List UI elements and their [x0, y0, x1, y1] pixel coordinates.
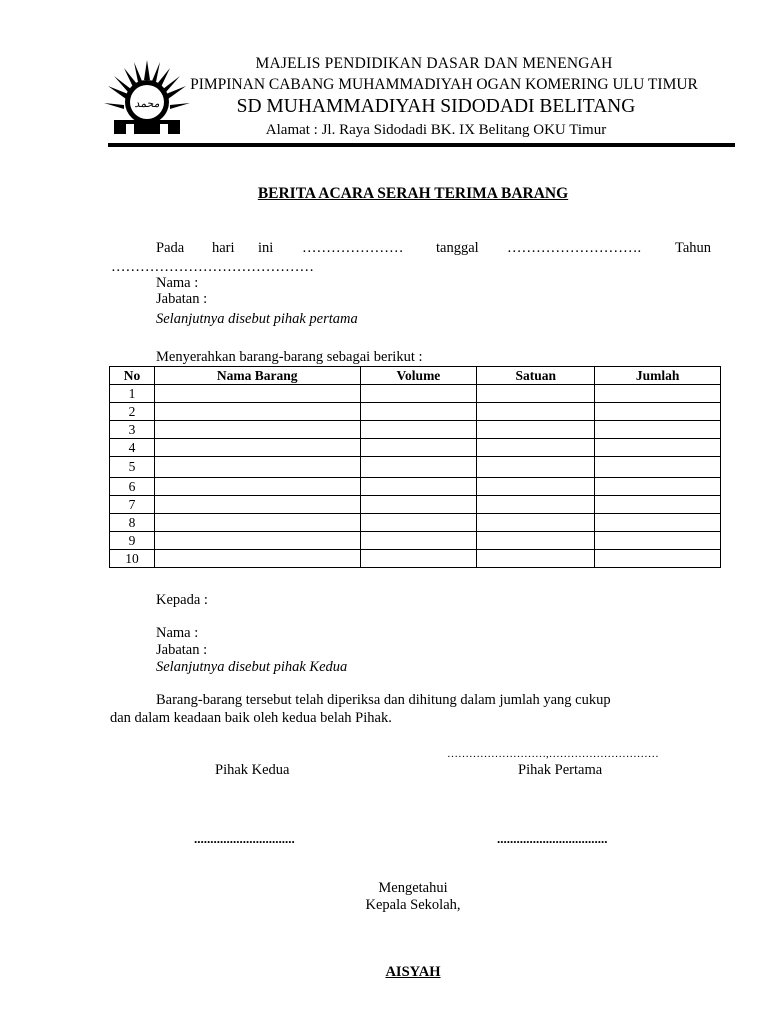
pihak-kedua-note: Selanjutnya disebut pihak Kedua: [156, 659, 348, 675]
intro-tahun: Tahun: [675, 240, 712, 256]
col-header-no: No: [110, 367, 155, 385]
intro-pada: Pada: [156, 240, 185, 256]
table-row: [110, 457, 721, 478]
kepala-sekolah-label: Kepala Sekolah,: [365, 897, 461, 913]
cell-volume[interactable]: [360, 439, 477, 457]
cell-jumlah[interactable]: [595, 532, 721, 550]
cell-jumlah[interactable]: [595, 550, 721, 568]
cell-nama-barang[interactable]: [154, 478, 360, 496]
cell-nama-barang[interactable]: [154, 439, 360, 457]
cell-nama-barang[interactable]: [154, 550, 360, 568]
cell-satuan[interactable]: [477, 385, 595, 403]
cell-nama-barang[interactable]: [154, 421, 360, 439]
menyerahkan-text: Menyerahkan barang-barang sebagai berikut :: [156, 349, 423, 365]
col-header-nama-barang: Nama Barang: [154, 367, 360, 385]
cell-jumlah[interactable]: [595, 514, 721, 532]
cell-jumlah[interactable]: [595, 403, 721, 421]
row-number: 6: [110, 478, 155, 496]
closing-line-2: dan dalam keadaan baik oleh kedua belah Pihak.: [110, 710, 392, 726]
cell-nama-barang[interactable]: [154, 457, 360, 478]
cell-volume[interactable]: [360, 514, 477, 532]
cell-satuan[interactable]: [477, 478, 595, 496]
table-row: [110, 478, 721, 496]
kepada-label: Kepada :: [156, 592, 208, 608]
row-number: 9: [110, 532, 155, 550]
kepala-sekolah-name: AISYAH: [385, 964, 441, 980]
table-row: [110, 550, 721, 568]
table-row: [110, 514, 721, 532]
table-header-row: [110, 367, 721, 385]
svg-text:محمد: محمد: [134, 97, 160, 110]
pihak-kedua-signature-line: ...............................: [194, 831, 295, 846]
cell-volume[interactable]: [360, 532, 477, 550]
cell-nama-barang[interactable]: [154, 514, 360, 532]
row-number: 3: [110, 421, 155, 439]
intro-ini: ini: [258, 240, 274, 256]
closing-line-1: Barang-barang tersebut telah diperiksa dan dihitung dalam jumlah yang cukup: [156, 692, 611, 708]
table-row: [110, 403, 721, 421]
row-number: 7: [110, 496, 155, 514]
row-number: 10: [110, 550, 155, 568]
table-row: [110, 532, 721, 550]
cell-jumlah[interactable]: [595, 496, 721, 514]
table-row: [110, 385, 721, 403]
items-table: [109, 366, 721, 568]
table-row: [110, 496, 721, 514]
header-divider: [108, 143, 735, 147]
pihak-kedua-jabatan-label: Jabatan :: [156, 642, 208, 658]
pihak-pertama-note: Selanjutnya disebut pihak pertama: [156, 311, 358, 327]
cell-nama-barang[interactable]: [154, 496, 360, 514]
intro-tanggal: tanggal: [436, 240, 479, 256]
col-header-jumlah: Jumlah: [595, 367, 721, 385]
cell-volume[interactable]: [360, 496, 477, 514]
school-address: Alamat : Jl. Raya Sidodadi BK. IX Belitang OKU Timur: [265, 122, 607, 138]
col-header-volume: Volume: [360, 367, 477, 385]
cell-volume[interactable]: [360, 550, 477, 568]
pihak-kedua-sign-label: Pihak Kedua: [215, 762, 290, 778]
cell-satuan[interactable]: [477, 439, 595, 457]
col-header-satuan: Satuan: [477, 367, 595, 385]
cell-jumlah[interactable]: [595, 478, 721, 496]
mengetahui-label: Mengetahui: [378, 880, 448, 896]
cell-nama-barang[interactable]: [154, 403, 360, 421]
row-number: 2: [110, 403, 155, 421]
intro-hari: hari: [212, 240, 235, 256]
cell-satuan[interactable]: [477, 403, 595, 421]
cell-volume[interactable]: [360, 421, 477, 439]
pihak-pertama-jabatan-label: Jabatan :: [156, 291, 208, 307]
cell-satuan[interactable]: [477, 514, 595, 532]
header-line-1: MAJELIS PENDIDIKAN DASAR DAN MENENGAH: [255, 55, 613, 72]
document-title: BERITA ACARA SERAH TERIMA BARANG: [257, 185, 569, 202]
header-line-2: PIMPINAN CABANG MUHAMMADIYAH OGAN KOMERING ULU TIMUR: [190, 76, 698, 93]
row-number: 8: [110, 514, 155, 532]
cell-volume[interactable]: [360, 385, 477, 403]
table-row: [110, 439, 721, 457]
pihak-pertama-sign-label: Pihak Pertama: [518, 762, 603, 778]
cell-nama-barang[interactable]: [154, 532, 360, 550]
pihak-pertama-nama-label: Nama :: [156, 275, 199, 291]
cell-satuan[interactable]: [477, 550, 595, 568]
school-name: SD MUHAMMADIYAH SIDODADI BELITANG: [236, 96, 636, 117]
cell-volume[interactable]: [360, 403, 477, 421]
row-number: 4: [110, 439, 155, 457]
cell-jumlah[interactable]: [595, 385, 721, 403]
row-number: 5: [110, 457, 155, 478]
cell-satuan[interactable]: [477, 496, 595, 514]
cell-volume[interactable]: [360, 457, 477, 478]
cell-jumlah[interactable]: [595, 457, 721, 478]
cell-jumlah[interactable]: [595, 439, 721, 457]
intro-date-blank: ……………………….: [507, 240, 642, 256]
pihak-kedua-nama-label: Nama :: [156, 625, 199, 641]
intro-day-blank: …………………: [302, 240, 404, 256]
cell-satuan[interactable]: [477, 532, 595, 550]
cell-jumlah[interactable]: [595, 421, 721, 439]
cell-satuan[interactable]: [477, 457, 595, 478]
row-number: 1: [110, 385, 155, 403]
intro-year-blank: ……………………………………: [111, 259, 314, 275]
cell-volume[interactable]: [360, 478, 477, 496]
cell-nama-barang[interactable]: [154, 385, 360, 403]
cell-satuan[interactable]: [477, 421, 595, 439]
place-date-blank: ………………………,…………………………: [447, 748, 659, 760]
pihak-pertama-signature-line: ..................................: [497, 831, 608, 846]
table-row: [110, 421, 721, 439]
